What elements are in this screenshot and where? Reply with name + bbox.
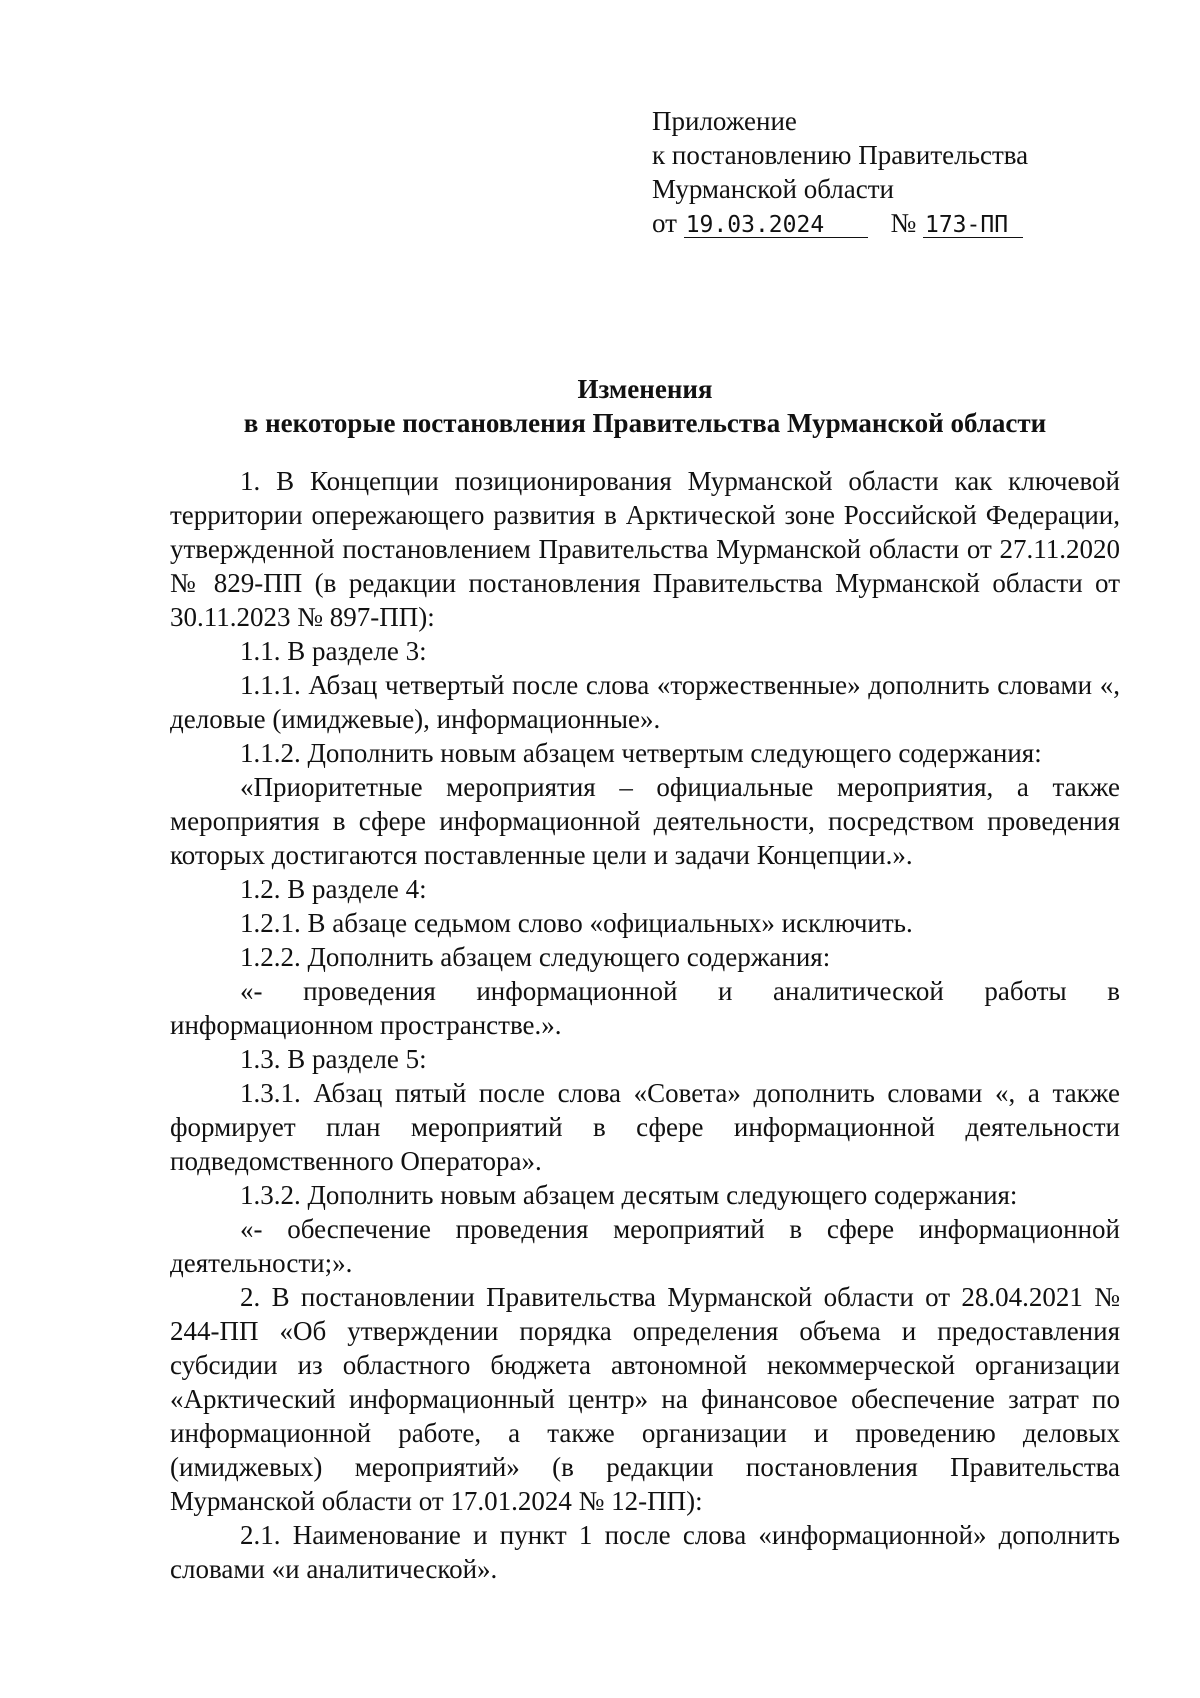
document-body (170, 464, 1120, 1586)
appendix-block (652, 104, 1132, 240)
appendix-date-row (652, 206, 1132, 240)
paragraph: 1.3. В разделе 5: (240, 1044, 427, 1074)
paragraph: 1.2. В разделе 4: (240, 874, 427, 904)
paragraph: 1.2.1. В абзаце седьмом слово «официальных» исключить. (240, 908, 913, 938)
paragraph: 1.1.1. Абзац четвертый после слова «торжественные» дополнить словами «, деловые (имиджевые), информационные». (170, 670, 1120, 734)
paragraph: 2.1. Наименование и пункт 1 после слова «информационной» дополнить словами «и аналитической». (170, 1520, 1120, 1584)
paragraph: «- обеспечение проведения мероприятий в сфере информационной деятельности;». (170, 1214, 1120, 1278)
title-line-2: в некоторые постановления Правительства Мурманской области (243, 408, 1047, 438)
paragraph: 1.1.2. Дополнить новым абзацем четвертым следующего содержания: (240, 738, 1042, 768)
appendix-line-3: Мурманской области (652, 174, 894, 204)
paragraph: 1.3.1. Абзац пятый после слова «Совета» дополнить словами «, а также формирует план мероприятий в сфере информационной деятельности подведомственного Оператора». (170, 1078, 1120, 1176)
appendix-line-2: к постановлению Правительства (652, 140, 1029, 170)
document-date: 19.03.2024 (684, 213, 868, 238)
paragraph: «- проведения информационной и аналитической работы в информационном пространстве.». (170, 976, 1120, 1040)
paragraph: 2. В постановлении Правительства Мурманской области от 28.04.2021 № 244-ПП «Об утверждении порядка определения объема и предоставления субсидии из областного бюджета автономной некоммерческой организации «Арктический информационный центр» на финансовое обеспечение затрат по информационной работе, а также организации и проведению деловых (имиджевых) мероприятий» (в редакции постановления Правительства Мурманской области от 17.01.2024 № 12-ПП): (170, 1282, 1120, 1516)
appendix-line-1: Приложение (652, 106, 797, 136)
document-title (170, 372, 1120, 440)
document-number: 173-ПП (923, 213, 1023, 238)
number-prefix: № (890, 208, 917, 238)
date-prefix: от (652, 208, 677, 238)
paragraph: 1.1. В разделе 3: (240, 636, 427, 666)
paragraph: «Приоритетные мероприятия – официальные мероприятия, а также мероприятия в сфере информационной деятельности, посредством проведения которых достигаются поставленные цели и задачи Концепции.». (170, 772, 1120, 870)
paragraph: 1.3.2. Дополнить новым абзацем десятым следующего содержания: (240, 1180, 1018, 1210)
paragraph: 1.2.2. Дополнить абзацем следующего содержания: (240, 942, 831, 972)
title-line-1: Изменения (577, 374, 713, 404)
paragraph: 1. В Концепции позиционирования Мурманской области как ключевой территории опережающего развития в Арктической зоне Российской Федерации, утвержденной постановлением Правительства Мурманской области от 27.11.2020 № 829-ПП (в редакции постановления Правительства Мурманской области от 30.11.2023 № 897-ПП): (170, 466, 1120, 632)
